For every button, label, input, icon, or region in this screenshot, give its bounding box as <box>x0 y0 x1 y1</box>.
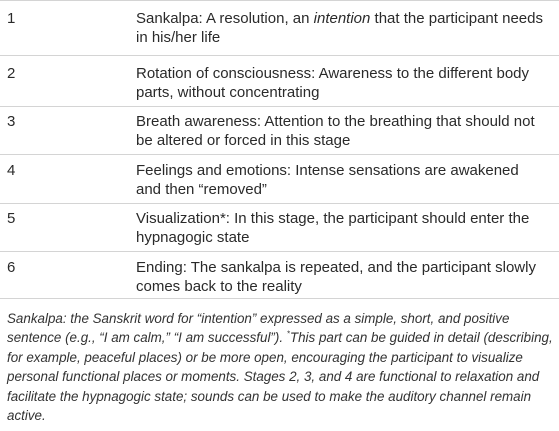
row-divider <box>0 154 559 155</box>
footnote-marker: * <box>286 329 290 339</box>
row-divider <box>0 106 559 107</box>
row-number: 4 <box>7 162 16 179</box>
row-description: Ending: The sankalpa is repeated, and the participant slowly comes back to the reality <box>136 259 536 295</box>
row-number: 2 <box>7 65 16 82</box>
row-description: Feelings and emotions: Intense sensations are awakened and then “removed” <box>136 162 519 198</box>
row-text-italic: intention <box>313 10 371 27</box>
row-description: Rotation of consciousness: Awareness to the different body parts, without concentrating <box>136 65 530 101</box>
row-description <box>136 9 546 47</box>
row-divider <box>0 55 559 56</box>
table-top-rule <box>0 0 559 1</box>
row-divider <box>0 203 559 204</box>
row-number: 1 <box>7 10 16 27</box>
table-bottom-rule <box>0 298 559 299</box>
row-text-start: Sankalpa: A resolution, an <box>136 10 314 27</box>
row-divider <box>0 251 559 252</box>
footnote-part-2: This part can be guided in detail (describing, for example, peaceful places) or be more open, encouraging the participant to visualize personal functional places or moments. Stages 2, 3, and 4 are functional to relaxation and facilitate the hypnagogic state; sounds can be used to make the auditory channel remain active. <box>7 330 553 424</box>
row-description: Breath awareness: Attention to the breathing that should not be altered or forced in this stage <box>136 113 535 149</box>
row-number: 6 <box>7 259 16 276</box>
row-number: 5 <box>7 210 16 227</box>
row-description: Visualization*: In this stage, the participant should enter the hypnagogic state <box>136 210 530 246</box>
row-text-end: that the participant needs in his/her life <box>136 10 543 46</box>
footnote-part-1: Sankalpa: the Sanskrit word for “intention” expressed as a simple, short, and positive sentence (e.g., “I am calm,” “I am successful”). <box>7 311 510 346</box>
table-footnote <box>7 309 555 425</box>
row-number: 3 <box>7 113 16 130</box>
